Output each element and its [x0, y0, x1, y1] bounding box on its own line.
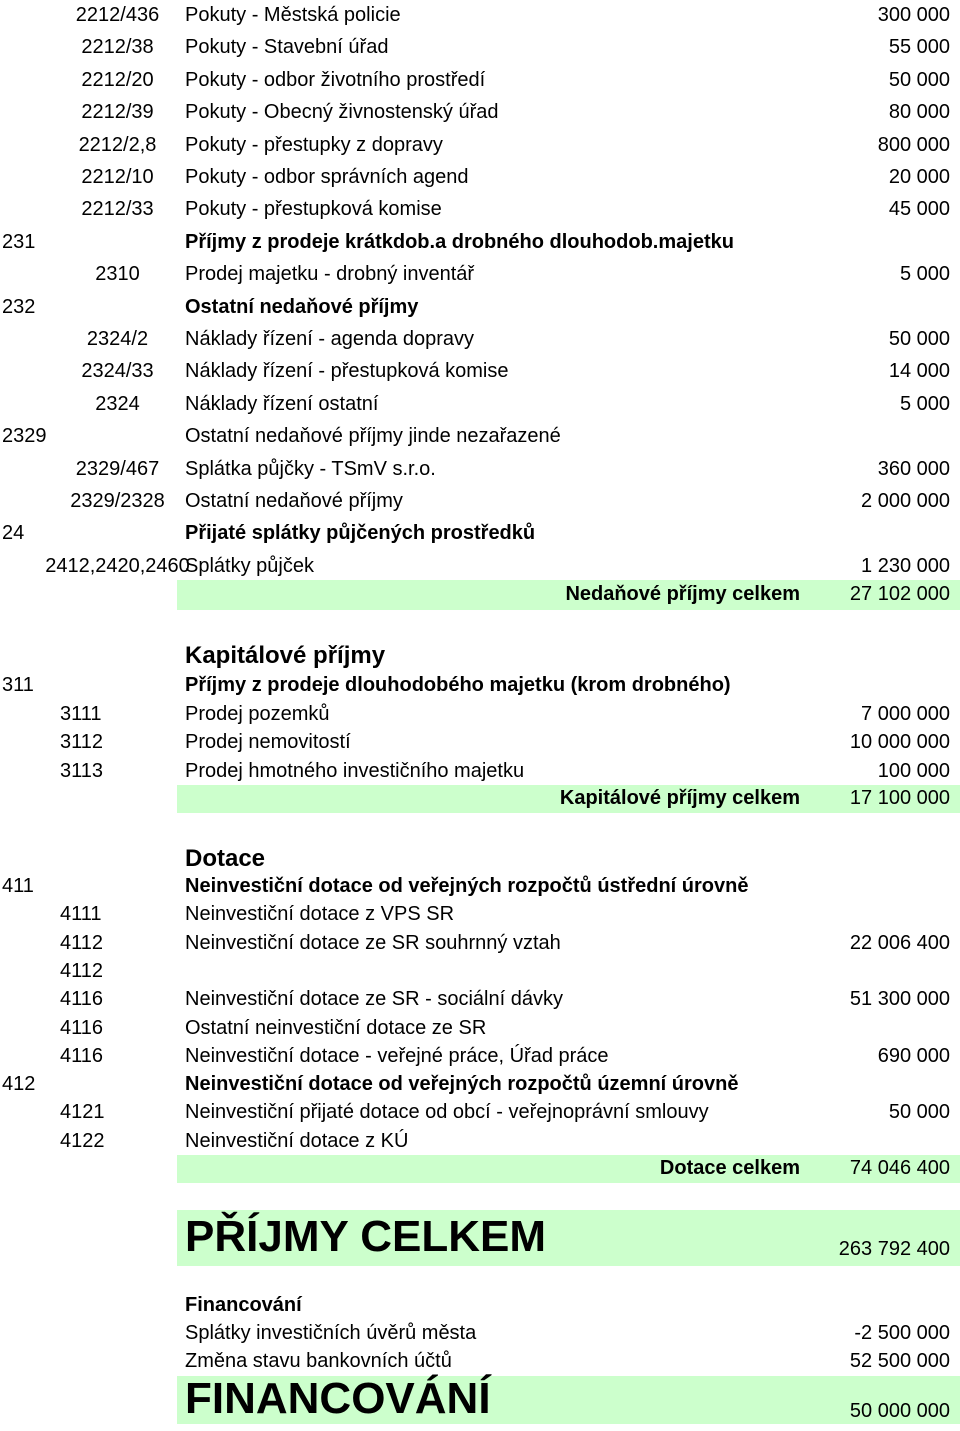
table-row: [0, 672, 960, 698]
subsidies-total-amount: 74 046 400: [849, 1157, 950, 1179]
row-description: Splátka půjčky - TSmV s.r.o.: [185, 457, 436, 480]
row-description: Pokuty - přestupky z dopravy: [185, 133, 443, 156]
row-amount: 5 000: [899, 263, 950, 286]
table-row: [0, 261, 960, 287]
row-code: 2212/2,8: [78, 133, 157, 156]
grand-total-bar: [177, 1210, 960, 1266]
table-row: [0, 901, 960, 927]
row-description: Pokuty - Městská policie: [185, 4, 401, 26]
row-amount: 2 000 000: [861, 490, 950, 512]
capital-total-amount: 17 100 000: [849, 787, 950, 809]
row-amount: 800 000: [877, 133, 950, 156]
row-code: 4122: [60, 1129, 105, 1152]
row-code: 4121: [60, 1101, 105, 1124]
subsidies-section-title: Dotace: [185, 845, 266, 872]
row-amount: 45 000: [888, 198, 950, 221]
table-row: [0, 164, 960, 190]
row-amount: 360 000: [877, 457, 950, 480]
table-row: [0, 358, 960, 384]
row-description: Příjmy z prodeje krátkdob.a drobného dlouhodob.majetku: [185, 230, 734, 253]
table-row: [0, 488, 960, 514]
row-description: Neinvestiční dotace - veřejné práce, Úřad práce: [185, 1044, 609, 1067]
row-description: Změna stavu bankovních účtů: [185, 1350, 452, 1372]
table-row: [0, 326, 960, 352]
row-description: Příjmy z prodeje dlouhodobého majetku (krom drobného): [185, 674, 731, 696]
row-code: 411: [2, 875, 34, 897]
financing-total-bar: [177, 1376, 960, 1424]
row-description: Prodej majetku - drobný inventář: [185, 263, 475, 286]
table-row: [0, 423, 960, 449]
row-description: Neinvestiční dotace od veřejných rozpočtů ústřední úrovně: [185, 875, 749, 897]
row-code: 2212/39: [81, 101, 154, 124]
table-row: [0, 391, 960, 417]
table-row: [0, 1015, 960, 1041]
row-code: 2412,2420,2460: [45, 554, 190, 577]
row-code: 2212/38: [81, 36, 154, 59]
row-description: Pokuty - odbor správních agend: [185, 166, 469, 188]
row-amount: 5 000: [899, 392, 950, 415]
row-amount: 50 000: [888, 328, 950, 350]
table-row: [0, 1071, 960, 1097]
row-description: Splátky půjček: [185, 554, 314, 577]
row-code: 2324/2: [86, 328, 149, 350]
row-amount: 7 000 000: [861, 702, 950, 725]
row-description: Ostatní neinvestiční dotace ze SR: [185, 1016, 487, 1039]
row-amount: 1 230 000: [861, 554, 950, 577]
table-row: [0, 986, 960, 1012]
table-row: [0, 132, 960, 158]
row-description: Ostatní nedaňové příjmy: [185, 295, 419, 318]
row-amount: 52 500 000: [849, 1350, 950, 1372]
row-description: Prodej hmotného investičního majetku: [185, 759, 525, 782]
row-code: 2324: [95, 392, 140, 415]
row-code: 4112: [60, 959, 104, 982]
row-code: 3113: [60, 759, 104, 782]
row-amount: 22 006 400: [849, 931, 950, 954]
row-description: Neinvestiční dotace ze SR souhrnný vztah: [185, 931, 561, 954]
table-row: [0, 99, 960, 125]
table-row: [0, 958, 960, 984]
row-amount: 80 000: [888, 101, 950, 124]
row-code: 2212/436: [75, 4, 160, 26]
row-description: Neinvestiční dotace ze SR - sociální dávky: [185, 988, 563, 1011]
row-description: Pokuty - Obecný živnostenský úřad: [185, 101, 499, 124]
row-amount: 100 000: [877, 759, 950, 782]
financing-total-amount: 50 000 000: [849, 1400, 950, 1422]
nontax-total-bar: [177, 580, 960, 610]
subsidies-total-label: Dotace celkem: [659, 1157, 800, 1179]
capital-total-bar: [177, 785, 960, 813]
row-description: Neinvestiční přijaté dotace od obcí - veřejnoprávní smlouvy: [185, 1101, 709, 1124]
table-row: [0, 758, 960, 784]
nontax-total-amount: 27 102 000: [849, 583, 950, 605]
grand-total-label: PŘÍJMY CELKEM: [185, 1212, 547, 1261]
row-amount: 50 000: [888, 68, 950, 91]
table-row: [0, 873, 960, 899]
row-description: Pokuty - odbor životního prostředí: [185, 68, 486, 91]
row-code: 2310: [95, 263, 140, 286]
row-code: 2324/33: [81, 360, 154, 383]
row-amount: 50 000: [888, 1101, 950, 1124]
row-description: Náklady řízení ostatní: [185, 392, 379, 415]
table-row: [0, 1348, 960, 1374]
row-code: 4111: [60, 903, 102, 926]
capital-total-label: Kapitálové příjmy celkem: [559, 787, 800, 809]
table-row: [0, 2, 960, 28]
table-row: [0, 520, 960, 546]
table-row: [0, 1128, 960, 1154]
financing-title: Financování: [185, 1294, 302, 1316]
row-description: Prodej pozemků: [185, 702, 330, 725]
row-code: 2212/33: [81, 198, 154, 221]
row-description: Ostatní nedaňové příjmy: [185, 490, 403, 512]
table-row: [0, 34, 960, 60]
row-code: 2212/10: [81, 166, 154, 188]
row-amount: 690 000: [877, 1044, 950, 1067]
row-description: Přijaté splátky půjčených prostředků: [185, 522, 536, 545]
table-row: [0, 701, 960, 727]
row-amount: 10 000 000: [849, 731, 950, 753]
table-row: [0, 196, 960, 222]
row-code: 232: [2, 295, 36, 318]
row-description: Náklady řízení - agenda dopravy: [185, 328, 475, 350]
table-row: [0, 294, 960, 320]
table-row: [0, 1099, 960, 1125]
row-code: 3111: [60, 702, 102, 725]
row-description: Splátky investičních úvěrů města: [185, 1322, 477, 1344]
subsidies-total-bar: [177, 1155, 960, 1183]
row-code: 311: [2, 674, 34, 696]
capital-section-title: Kapitálové příjmy: [185, 642, 386, 669]
row-code: 4116: [60, 988, 104, 1011]
row-amount: 51 300 000: [849, 988, 950, 1011]
row-description: Neinvestiční dotace z VPS SR: [185, 903, 455, 926]
row-code: 3112: [60, 731, 104, 753]
nontax-total-label: Nedaňové příjmy celkem: [565, 583, 800, 605]
grand-total-amount: 263 792 400: [838, 1238, 950, 1260]
row-description: Neinvestiční dotace z KÚ: [185, 1129, 409, 1152]
row-amount: 300 000: [877, 4, 950, 26]
table-row: [0, 930, 960, 956]
row-code: 412: [2, 1073, 36, 1096]
row-description: Pokuty - přestupková komise: [185, 198, 442, 221]
row-code: 4116: [60, 1016, 104, 1039]
row-amount: -2 500 000: [854, 1322, 950, 1344]
table-row: [0, 729, 960, 755]
table-row: [0, 1320, 960, 1346]
row-code: 2329/2328: [70, 490, 165, 512]
row-code: 4112: [60, 931, 104, 954]
financing-total-label: FINANCOVÁNÍ: [185, 1374, 491, 1423]
row-code: 2329: [2, 425, 47, 448]
row-code: 4116: [60, 1044, 104, 1067]
row-code: 2329/467: [75, 457, 160, 480]
row-description: Ostatní nedaňové příjmy jinde nezařazené: [185, 425, 561, 448]
row-amount: 55 000: [888, 36, 950, 59]
table-row: [0, 456, 960, 482]
row-code: 2212/20: [81, 68, 154, 91]
row-description: Prodej nemovitostí: [185, 731, 351, 753]
row-amount: 14 000: [888, 360, 950, 383]
row-description: Neinvestiční dotace od veřejných rozpočtů územní úrovně: [185, 1073, 739, 1096]
row-amount: 20 000: [888, 166, 950, 188]
row-code: 231: [2, 230, 36, 253]
row-description: Náklady řízení - přestupková komise: [185, 360, 509, 383]
table-row: [0, 229, 960, 255]
table-row: [0, 553, 960, 579]
table-row: [0, 67, 960, 93]
row-description: Pokuty - Stavební úřad: [185, 36, 389, 59]
row-code: 24: [2, 522, 25, 545]
table-row: [0, 1043, 960, 1069]
